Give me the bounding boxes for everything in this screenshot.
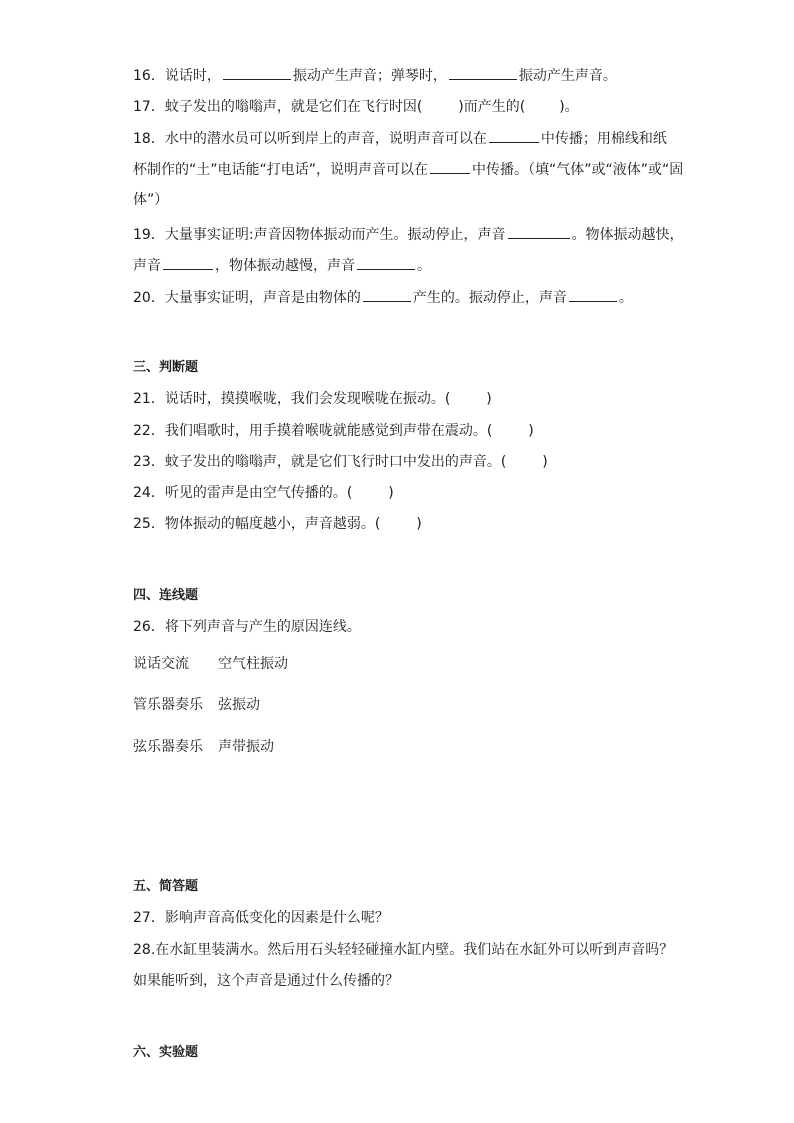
- question-18-line-3: [133, 190, 168, 210]
- q19-text-2c: 。: [417, 258, 431, 274]
- q17-text-c: )。: [559, 99, 579, 115]
- q17-text-b: )而产生的(: [458, 99, 526, 115]
- q16-blank-1[interactable]: [223, 65, 291, 80]
- question-27: 27．影响声音高低变化的因素是什么呢？: [133, 910, 389, 926]
- q25-close-paren: ): [416, 516, 422, 532]
- question-19-line-1: [133, 224, 684, 245]
- question-23: [133, 452, 548, 472]
- q21-text: 21．说话时，摸摸喉咙，我们会发现喉咙在振动。(: [133, 391, 451, 407]
- q22-text: 22．我们唱歌时，用手摸着喉咙就能感觉到声带在震动。(: [133, 423, 493, 439]
- q19-blank-2[interactable]: [163, 255, 213, 270]
- question-21: [133, 389, 492, 409]
- match-right-1[interactable]: 空气柱振动: [218, 656, 288, 672]
- question-17: [133, 97, 579, 117]
- q18-text-1a: 18．水中的潜水员可以听到岸上的声音，说明声音可以在: [133, 131, 487, 147]
- q18-text-2b: 中传播。（填“气体”或“液体”或“固: [472, 162, 684, 178]
- section-5-heading: 五、简答题: [133, 879, 199, 894]
- q19-text-1b: 。物体振动越快，: [571, 227, 684, 243]
- q18-text-1b: 中传播；用棉线和纸: [540, 131, 667, 147]
- q20-text-c: 。: [618, 290, 633, 306]
- q19-blank-1[interactable]: [508, 224, 570, 239]
- q16-text-a: 16．说话时，: [133, 68, 221, 84]
- question-26: 26．将下列声音与产生的原因连线。: [133, 619, 361, 635]
- q18-text-3: 体”）: [133, 192, 169, 208]
- q17-text-a: 17．蚊子发出的嗡嗡声，就是它们在飞行时因(: [133, 99, 423, 115]
- q19-text-2b: ，物体振动越慢，声音: [215, 258, 355, 274]
- q18-text-2a: 杯制作的“土”电话能“打电话”，说明声音可以在: [133, 162, 429, 178]
- question-22: [133, 421, 534, 441]
- q18-blank-2[interactable]: [430, 159, 470, 174]
- q19-blank-3[interactable]: [357, 255, 415, 270]
- section-4-heading: 四、连线题: [133, 588, 199, 603]
- q20-text-a: 20．大量事实证明，声音是由物体的: [133, 290, 361, 306]
- section-6-heading: 六、实验题: [133, 1045, 199, 1060]
- question-19-line-2: [133, 255, 431, 276]
- question-25: [133, 514, 422, 534]
- question-18-line-1: [133, 128, 667, 149]
- question-24: [133, 483, 394, 503]
- q18-blank-1[interactable]: [489, 128, 539, 143]
- q23-text: 23．蚊子发出的嗡嗡声，就是它们飞行时口中发出的声音。(: [133, 454, 507, 470]
- q19-text-2a: 声音: [133, 258, 161, 274]
- match-left-1[interactable]: 说话交流: [133, 656, 189, 672]
- match-right-2[interactable]: 弦振动: [218, 697, 260, 713]
- question-28-line-2: 如果能听到，这个声音是通过什么传播的？: [133, 973, 399, 989]
- q20-blank-1[interactable]: [363, 287, 411, 302]
- q20-text-b: 产生的。振动停止，声音: [412, 290, 567, 306]
- q16-blank-2[interactable]: [449, 65, 517, 80]
- q25-text: 25．物体振动的幅度越小，声音越弱。(: [133, 516, 381, 532]
- q16-text-b: 振动产生声音；弹琴时，: [292, 68, 447, 84]
- q23-close-paren: ): [542, 454, 548, 470]
- question-28-line-1: 28.在水缸里装满水。然后用石头轻轻碰撞水缸内壁。我们站在水缸外可以听到声音吗？: [133, 942, 674, 958]
- match-left-3[interactable]: 弦乐器奏乐: [133, 739, 203, 755]
- q24-close-paren: ): [388, 485, 394, 501]
- q22-close-paren: ): [528, 423, 534, 439]
- q19-text-1a: 19．大量事实证明:声音因物体振动而产生。振动停止，声音: [133, 227, 506, 243]
- question-16: [133, 65, 617, 86]
- match-right-3[interactable]: 声带振动: [218, 739, 274, 755]
- section-3-heading: 三、判断题: [133, 360, 199, 375]
- question-20: [133, 287, 633, 308]
- match-left-2[interactable]: 管乐器奏乐: [133, 697, 203, 713]
- q20-blank-2[interactable]: [569, 287, 617, 302]
- q16-text-c: 振动产生声音。: [518, 68, 617, 84]
- question-18-line-2: [133, 159, 683, 180]
- q24-text: 24．听见的雷声是由空气传播的。(: [133, 485, 353, 501]
- q21-close-paren: ): [486, 391, 492, 407]
